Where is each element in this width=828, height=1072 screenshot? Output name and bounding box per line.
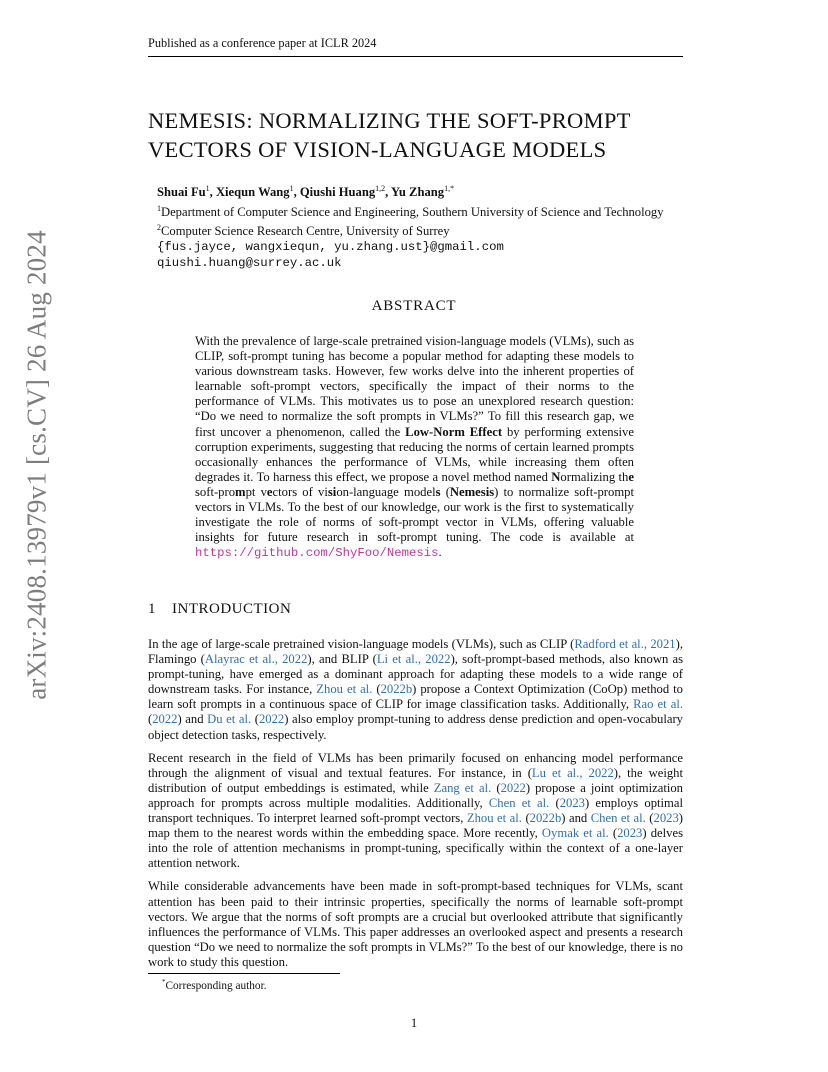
text-run: ( xyxy=(645,811,654,826)
footnote-mark: * xyxy=(162,978,166,986)
text-run: ), the weight distribution of output embeddings is estimated, while xyxy=(148,765,683,795)
citation-link[interactable]: Du et al. xyxy=(207,712,252,727)
email-line-2: qiushi.huang@surrey.ac.uk xyxy=(157,255,342,270)
author-name: Yu Zhang xyxy=(390,185,445,200)
text-run: on-language model xyxy=(336,484,436,499)
arxiv-id: arXiv:2408.13979v1 [cs.CV] 26 Aug 2024 xyxy=(21,230,52,700)
text-run: ) map them to the nearest words within the embedding space. More recently, xyxy=(148,811,683,841)
text-run: In the age of large-scale pretrained vision-language models (VLMs), such as CLIP ( xyxy=(148,637,575,651)
footnote-rule xyxy=(148,973,340,974)
text-run: ( xyxy=(521,811,530,826)
abstract-body xyxy=(195,334,634,561)
text-run: ) and xyxy=(177,712,208,727)
bold-letter: e xyxy=(266,484,273,499)
citation-link[interactable]: Chen et al. xyxy=(488,795,550,810)
text-run: ( xyxy=(372,682,381,697)
email-line-1: {fus.jayce, wangxiequn, yu.zhang.ust}@gmail.com xyxy=(157,240,504,255)
abstract-heading: ABSTRACT xyxy=(371,298,457,314)
paper-title xyxy=(148,106,708,164)
text-run: by performing extensive corruption experiments, suggesting that reducing the norms of certain learned prompts occasionally enhances the performance of VLMs, while increasing them often degrades it. To harness this effect, we propose a novel method named xyxy=(195,424,634,484)
citation-link[interactable]: Zhou et al. xyxy=(316,682,373,697)
bold-letter: si xyxy=(327,484,337,499)
text-run: ( xyxy=(549,795,560,810)
citation-link[interactable]: Zhou et al. xyxy=(466,811,522,826)
citation-link[interactable]: Li et al., 2022 xyxy=(376,652,451,667)
footnote-text: Corresponding author. xyxy=(165,979,267,992)
citation-link[interactable]: Rao et al. xyxy=(633,697,683,712)
bold-term: Nemesis xyxy=(449,484,495,499)
text-run: ) to normalize soft-prompt vectors in VLMs. To the best of our knowledge, our work is the first to systematically investigate the role of norms of soft-prompt vector in VLMs, offering valuable insights for future research in soft-prompt tuning. The code is available at xyxy=(195,484,634,545)
paragraph xyxy=(148,637,683,743)
text-run: ctors of vi xyxy=(272,484,328,499)
affiliation-2 xyxy=(157,220,697,240)
author-names: Shuai Fu$^1$, Xiequn Wang$^1$, Qiushi Huang$^{1,2}$, Yu Zhang$^{1,*}$ xyxy=(157,184,455,200)
citation-link[interactable]: 2022 xyxy=(500,780,526,795)
affiliation-mark: 1 xyxy=(157,203,161,213)
bold-term: Low-Norm Effect xyxy=(405,424,503,439)
affiliation-mark: 1 xyxy=(289,184,294,193)
bold-letter: N xyxy=(551,469,561,484)
citation-link[interactable]: 2022b xyxy=(380,682,413,697)
citation-link[interactable]: Alayrac et al., 2022 xyxy=(204,652,308,667)
arxiv-watermark xyxy=(21,230,52,700)
paragraph xyxy=(148,751,683,872)
text-run: ( xyxy=(491,780,501,795)
text-run: With the prevalence of large-scale pretrained vision-language models (VLMs), such as CLIP, soft-prompt tuning has become a popular method for adapting these models to various downstream tasks. However, few works delve into the inherent properties of learnable soft-prompt vectors, specifically the impact of their norms to the performance of VLMs. This motivates us to pose an unexplored research question: “Do we need to normalize the soft prompts in VLMs?” To fill this research gap, we first uncover a phenomenon, called the xyxy=(195,334,634,439)
citation-link[interactable]: 2023 xyxy=(653,811,679,826)
text-run: ( xyxy=(440,484,450,499)
author-name: Xiequn Wang xyxy=(215,185,290,200)
text-run: ), and BLIP ( xyxy=(307,652,377,667)
running-header: Published as a conference paper at ICLR 2024 xyxy=(148,36,683,57)
text-run: Recent research in the field of VLMs has been primarily focused on enhancing model performance through the alignment of visual and textual features. For instance, in ( xyxy=(148,750,683,780)
text-run: ) and xyxy=(561,811,591,826)
text-run: ) delves into the role of attention mechanisms in prompt-tuning, specifically within the context of a one-layer attention network. xyxy=(148,826,683,871)
citation-link[interactable]: 2023 xyxy=(617,826,643,841)
bold-letter: s xyxy=(435,484,441,499)
author-block xyxy=(157,181,697,271)
title-line-2: VECTORS OF VISION-LANGUAGE MODELS xyxy=(148,137,607,162)
citation-link[interactable]: 2022b xyxy=(529,811,562,826)
affiliation-mark: 1,* xyxy=(444,184,455,193)
text-run: ormalizing th xyxy=(560,469,629,484)
citation-link[interactable]: Oymak et al. xyxy=(541,826,609,841)
citation-link[interactable]: Lu et al., 2022 xyxy=(531,765,614,780)
footnote xyxy=(162,978,267,992)
paragraph: While considerable advancements have been made in soft-prompt-based techniques for VLMs, scant attention has been paid to their intrinsic properties, specifically the norms of learnable soft-prompt vectors. We argue that the norms of soft prompts are a crucial but overlooked attribute that significantly influences the performance of VLMs. This paper addresses an overlooked aspect and presents a research question “Do we need to normalize the soft prompts in VLMs?” To the best of our knowledge, there is no work to study this question. xyxy=(148,879,683,969)
citation-link[interactable]: Radford et al., 2021 xyxy=(574,637,676,651)
bold-letter: e xyxy=(628,469,634,484)
text-run: ) employs optimal transport techniques. To interpret learned soft-prompt vectors, xyxy=(148,795,683,826)
author-name: Shuai Fu xyxy=(157,185,206,200)
text-run: ), Flamingo ( xyxy=(148,637,683,667)
affiliation-1 xyxy=(157,201,697,221)
affiliation-text: Computer Science Research Centre, University of Surrey xyxy=(161,224,450,239)
page-number: 1 xyxy=(410,1016,418,1030)
affiliation-mark: 1 xyxy=(205,184,210,193)
citation-link[interactable]: 2022 xyxy=(258,712,285,727)
section-heading xyxy=(148,601,291,618)
bold-letter: m xyxy=(235,484,246,499)
text-run: ) also employ prompt-tuning to address dense prediction and open-vocabulary object detection tasks, respectively. xyxy=(148,712,683,742)
text-run: ) propose a joint optimization approach for prompts across multiple modalities. Additionally, xyxy=(148,780,684,810)
text-run: ( xyxy=(148,712,153,727)
section-title: INTRODUCTION xyxy=(172,601,292,617)
title-line-1: NEMESIS: NORMALIZING THE SOFT-PROMPT xyxy=(148,108,631,133)
text-run: ( xyxy=(251,712,259,727)
body-text xyxy=(148,637,683,978)
citation-link[interactable]: 2023 xyxy=(559,795,585,810)
affiliation-text: Department of Computer Science and Engineering, Southern University of Science and Technology xyxy=(161,204,664,219)
text-run: ), soft-prompt-based methods, also known as prompt-tuning, have emerged as a dominant approach for adapting these models to a wide range of downstream tasks. For instance, xyxy=(148,652,684,697)
section-number: 1 xyxy=(148,601,156,617)
text-run: ( xyxy=(608,826,618,841)
text-run: pt v xyxy=(245,484,267,499)
citation-link[interactable]: Zang et al. xyxy=(433,780,492,795)
author-name: Qiushi Huang xyxy=(299,185,376,200)
text-run: ) propose a Context Optimization (CoOp) method to learn soft prompts in a continuous space of CLIP for image classification tasks. Additionally, xyxy=(148,682,683,712)
text-run: soft-pro xyxy=(195,484,236,499)
affiliation-mark: 1,2 xyxy=(375,184,386,193)
citation-link[interactable]: 2022 xyxy=(152,712,178,727)
citation-link[interactable]: Chen et al. xyxy=(590,811,646,826)
affiliation-mark: 2 xyxy=(157,223,161,233)
code-link[interactable]: https://github.com/ShyFoo/Nemesis xyxy=(195,546,439,561)
text-run: . xyxy=(438,545,442,560)
